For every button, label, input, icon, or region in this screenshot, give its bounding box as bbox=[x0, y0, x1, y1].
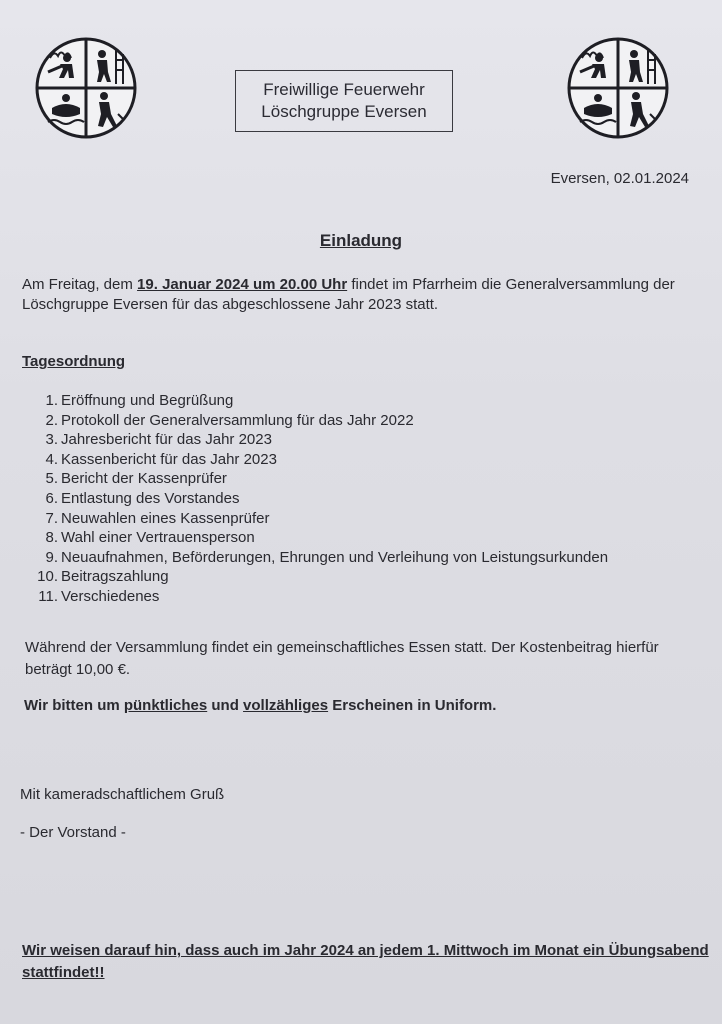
punctual-word: pünktliches bbox=[123, 697, 208, 714]
agenda-item bbox=[20, 489, 700, 509]
meal-paragraph: Während der Versammlung findet ein gemeinschaftliches Essen statt. Der Kostenbeitrag hierfür beträgt 10,00 €. bbox=[25, 639, 659, 678]
closing-greeting: Mit kameradschaftlichem Gruß bbox=[20, 786, 225, 803]
agenda-item-number: 6. bbox=[45, 489, 58, 507]
agenda-item-number: 10. bbox=[37, 568, 58, 586]
agenda-item-text: Neuwahlen eines Kassenprüfer bbox=[61, 509, 270, 527]
agenda-item bbox=[20, 548, 700, 568]
agenda-item-text: Neuaufnahmen, Beförderungen, Ehrungen und Verleihung von Leistungsurkunden bbox=[61, 548, 609, 566]
signature: - Der Vorstand - bbox=[20, 824, 126, 841]
request-text: Wir bitten um bbox=[24, 697, 124, 714]
agenda-item-text: Verschiedenes bbox=[61, 587, 160, 605]
page-title: Einladung bbox=[319, 231, 403, 250]
agenda-heading: Tagesordnung bbox=[22, 353, 126, 370]
agenda-item-number: 2. bbox=[45, 411, 58, 429]
complete-word: vollzähliges bbox=[243, 697, 329, 714]
intro-paragraph bbox=[22, 275, 702, 315]
agenda-list bbox=[20, 391, 700, 607]
agenda-item-number: 4. bbox=[45, 450, 58, 468]
request-text: und bbox=[207, 697, 244, 714]
agenda-item-text: Jahresbericht für das Jahr 2023 bbox=[61, 431, 272, 449]
meeting-datetime: 19. Januar 2024 um 20.00 Uhr bbox=[137, 276, 348, 293]
agenda-item-number: 1. bbox=[45, 392, 58, 409]
agenda-item-text: Wahl einer Vertrauensperson bbox=[61, 529, 255, 547]
agenda-item-text: Bericht der Kassenprüfer bbox=[61, 470, 227, 488]
agenda-item bbox=[20, 528, 700, 548]
agenda-item-number: 8. bbox=[45, 529, 58, 547]
agenda-item-number: 11. bbox=[38, 587, 58, 605]
agenda-item-number: 9. bbox=[45, 548, 58, 566]
agenda-item bbox=[20, 430, 700, 450]
agenda-item-text: Beitragszahlung bbox=[61, 568, 169, 586]
agenda-item-text: Eröffnung und Begrüßung bbox=[61, 392, 234, 409]
fire-brigade-emblem-icon bbox=[34, 36, 138, 140]
agenda-item-number: 3. bbox=[45, 431, 58, 449]
agenda-item bbox=[20, 450, 700, 470]
agenda-item-number: 5. bbox=[45, 470, 58, 488]
agenda-item bbox=[20, 587, 700, 607]
agenda-item bbox=[20, 391, 700, 411]
agenda-item-text: Entlastung des Vorstandes bbox=[61, 489, 240, 507]
agenda-item bbox=[20, 411, 700, 431]
agenda-item bbox=[20, 469, 700, 489]
agenda-item bbox=[20, 509, 700, 529]
letter-date: Eversen, 02.01.2024 bbox=[550, 170, 689, 187]
agenda-item bbox=[20, 567, 700, 587]
request-text: Erscheinen in Uniform. bbox=[328, 697, 497, 714]
fire-brigade-emblem-icon bbox=[566, 36, 670, 140]
agenda-item-text: Kassenbericht für das Jahr 2023 bbox=[61, 450, 277, 468]
practice-notice: Wir weisen darauf hin, dass auch im Jahr 2024 an jedem 1. Mittwoch im Monat ein Übungsabend stattfindet!! bbox=[22, 942, 709, 981]
org-name-line1: Freiwillige Feuerwehr bbox=[263, 80, 425, 99]
uniform-request bbox=[24, 697, 496, 714]
agenda-item-text: Protokoll der Generalversammlung für das Jahr 2022 bbox=[61, 411, 414, 429]
org-name-line2: Löschgruppe Eversen bbox=[261, 102, 427, 121]
organization-header bbox=[235, 70, 453, 132]
intro-before: Am Freitag, dem bbox=[22, 276, 138, 293]
agenda-item-number: 7. bbox=[45, 509, 58, 527]
intro-after: findet im Pfarrheim die Generalversammlung der Löschgruppe Eversen für das abgeschlossene Jahr 2023 statt. bbox=[22, 276, 675, 313]
